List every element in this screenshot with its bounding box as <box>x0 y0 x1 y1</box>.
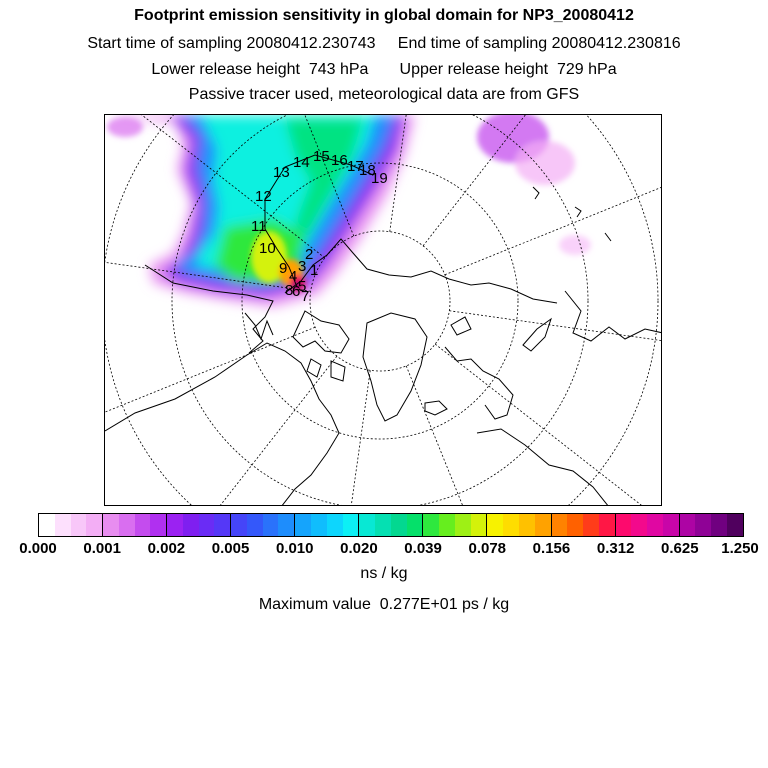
track-label-9: 9 <box>279 260 288 277</box>
colorbar-swatch <box>86 514 103 536</box>
colorbar-tick-label: 1.250 <box>721 540 759 557</box>
colorbar-swatch <box>295 514 311 536</box>
colorbar-tick-label: 0.002 <box>147 540 186 557</box>
colorbar-swatch <box>407 514 424 536</box>
map-canvas <box>105 115 662 506</box>
track-label-11: 11 <box>251 218 267 235</box>
colorbar-swatch <box>71 514 87 536</box>
track-label-6: 6 <box>292 283 301 300</box>
colorbar-tick-label: 0.001 <box>83 540 121 557</box>
colorbar-swatch <box>727 514 743 536</box>
colorbar-swatch <box>327 514 343 536</box>
colorbar-swatch <box>583 514 599 536</box>
colorbar-tick-label: 0.078 <box>468 540 507 557</box>
colorbar-swatch <box>552 514 568 536</box>
colorbar-swatch <box>263 514 279 536</box>
colorbar-swatch <box>663 514 680 536</box>
colorbar-tick-label: 0.005 <box>211 540 250 557</box>
colorbar-swatch <box>343 514 360 536</box>
colorbar-tick-label: 0.020 <box>340 540 378 557</box>
sensitivity-plume <box>105 115 591 307</box>
coast-scandinavia <box>445 347 513 419</box>
colorbar-swatch <box>247 514 263 536</box>
colorbar-swatch <box>439 514 455 536</box>
colorbar-swatch <box>55 514 71 536</box>
track-label-19: 19 <box>371 170 388 187</box>
coast-novaya-zemlya <box>523 319 551 351</box>
colorbar-swatch <box>167 514 183 536</box>
plume-pink-patch-ne <box>515 141 575 185</box>
colorbar-swatch <box>503 514 519 536</box>
release-height-line: Lower release height 743 hPa Upper release height 729 hPa <box>151 61 617 78</box>
colorbar-tick-label: 0.000 <box>19 540 57 557</box>
plume-pink-patch-e <box>559 235 591 255</box>
colorbar-swatch <box>39 514 55 536</box>
colorbar-swatch <box>471 514 488 536</box>
colorbar-swatch <box>616 514 632 536</box>
track-label-12: 12 <box>255 188 272 205</box>
colorbar-swatch <box>535 514 552 536</box>
colorbar-swatch <box>423 514 439 536</box>
track-label-10: 10 <box>259 240 276 257</box>
track-label-14: 14 <box>293 154 310 171</box>
colorbar-swatch <box>711 514 727 536</box>
colorbar-tick-label: 0.625 <box>661 540 699 557</box>
coast-north-america <box>105 343 339 506</box>
colorbar-swatch <box>199 514 215 536</box>
colorbar-swatch <box>647 514 663 536</box>
track-label-16: 16 <box>331 152 348 169</box>
colorbar-swatch <box>214 514 231 536</box>
track-label-1: 1 <box>310 262 319 279</box>
colorbar-swatch <box>519 514 535 536</box>
colorbar-swatch <box>359 514 375 536</box>
plume-pink-patch-nw <box>107 117 143 137</box>
meridian-line <box>316 370 370 506</box>
colorbar <box>38 513 744 537</box>
footprint-map <box>104 114 662 506</box>
coast-europe <box>477 429 609 506</box>
coast-greenland <box>363 313 427 421</box>
track-label-7: 7 <box>301 288 310 305</box>
colorbar-swatch <box>150 514 167 536</box>
track-label-4: 4 <box>289 268 298 285</box>
meridian-line <box>406 366 552 506</box>
colorbar-swatch <box>375 514 391 536</box>
meridian-line <box>105 356 337 506</box>
meridian-line <box>449 311 662 365</box>
colorbar-swatch <box>391 514 407 536</box>
colorbar-tick-label: 0.010 <box>275 540 314 557</box>
colorbar-swatch <box>680 514 696 536</box>
track-label-17: 17 <box>347 158 364 175</box>
coast-iceland <box>425 401 447 415</box>
colorbar-swatch <box>631 514 647 536</box>
colorbar-swatch <box>487 514 503 536</box>
colorbar-swatch <box>135 514 151 536</box>
colorbar-swatch <box>183 514 199 536</box>
colorbar-swatch <box>567 514 583 536</box>
coast-canadian-archipelago <box>293 311 349 381</box>
track-label-18: 18 <box>359 162 376 179</box>
maximum-value-text: Maximum value 0.277E+01 ps / kg <box>258 596 510 613</box>
tracer-info-line: Passive tracer used, meteorological data are from GFS <box>188 86 580 103</box>
colorbar-tick-label: 0.312 <box>596 540 635 557</box>
track-label-8: 8 <box>285 282 294 299</box>
sampling-time-line: Start time of sampling 20080412.230743 End time of sampling 20080412.230816 <box>87 35 681 52</box>
colorbar-swatch <box>599 514 616 536</box>
colorbar-swatch <box>231 514 247 536</box>
plot-title: Footprint emission sensitivity in global domain for NP3_20080412 <box>134 7 634 24</box>
colorbar-swatch <box>455 514 471 536</box>
track-label-13: 13 <box>273 164 290 181</box>
colorbar-tick-label: 0.039 <box>404 540 442 557</box>
track-label-15: 15 <box>313 148 330 165</box>
meridian-line <box>435 344 662 506</box>
colorbar-swatch <box>119 514 135 536</box>
colorbar-tick-label: 0.156 <box>532 540 571 557</box>
colorbar-swatch <box>695 514 711 536</box>
colorbar-units: ns / kg <box>360 565 408 582</box>
colorbar-swatch <box>103 514 119 536</box>
colorbar-swatch <box>278 514 295 536</box>
coast-svalbard <box>451 317 471 335</box>
track-label-3: 3 <box>298 258 307 275</box>
track-label-2: 2 <box>305 246 314 263</box>
track-label-5: 5 <box>298 278 307 295</box>
colorbar-swatch <box>311 514 327 536</box>
meridian-line <box>105 327 315 473</box>
coast-bering <box>245 313 273 339</box>
coast-islands-ne <box>533 187 611 241</box>
